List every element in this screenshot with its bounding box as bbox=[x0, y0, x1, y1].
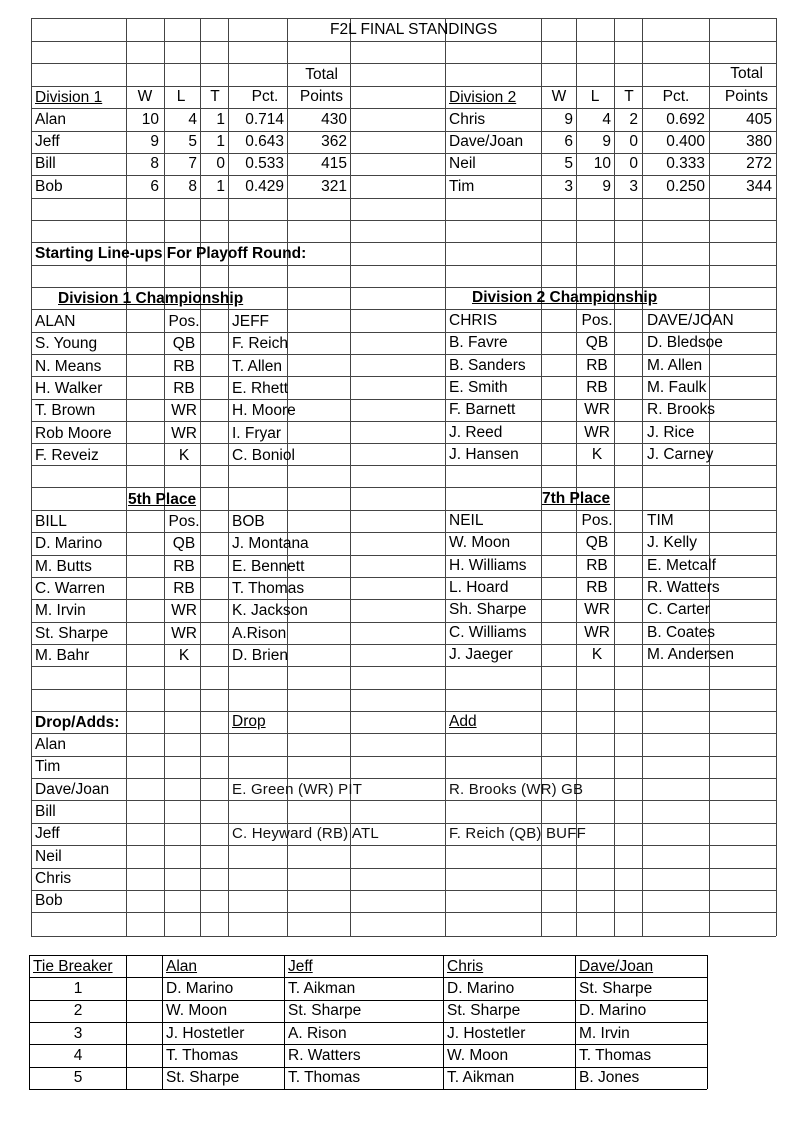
wins: 10 bbox=[141, 111, 159, 128]
team-b-name: JEFF bbox=[232, 313, 270, 330]
pct-header-2: Pct. bbox=[662, 88, 690, 105]
player-position: RB bbox=[173, 579, 195, 597]
dropadd-team: Bill bbox=[35, 802, 56, 820]
tiebreaker-label: Tie Breaker bbox=[33, 958, 113, 975]
grid-line bbox=[31, 778, 776, 779]
player-team-b: E. Rhett bbox=[232, 379, 288, 397]
ties: 1 bbox=[216, 178, 225, 195]
tiebreaker-pick: W. Moon bbox=[447, 1046, 509, 1064]
tiebreaker-team: Chris bbox=[447, 958, 484, 975]
player-position: WR bbox=[171, 624, 197, 642]
losses: 5 bbox=[188, 133, 197, 150]
win-pct: 0.333 bbox=[666, 155, 705, 172]
tiebreaker-pick: T. Aikman bbox=[288, 980, 356, 997]
tiebreaker-pick: D. Marino bbox=[447, 980, 515, 997]
player-position: WR bbox=[584, 401, 610, 419]
total-points: 272 bbox=[746, 155, 772, 172]
grid-line bbox=[31, 198, 776, 199]
player-team-a: W. Moon bbox=[449, 534, 511, 552]
dropadds-heading: Drop/Adds: bbox=[35, 714, 120, 731]
grid-line bbox=[31, 18, 32, 936]
tiebreaker-rank: 3 bbox=[73, 1024, 83, 1042]
win-pct: 0.429 bbox=[245, 178, 284, 195]
wins: 6 bbox=[564, 133, 573, 150]
player-team-b: F. Reich bbox=[232, 335, 288, 353]
total-points: 430 bbox=[321, 111, 347, 128]
ties: 0 bbox=[629, 155, 638, 172]
dropped-player: C. Heyward (RB) ATL bbox=[232, 825, 379, 843]
ties: 3 bbox=[629, 178, 638, 195]
player-position: RB bbox=[586, 356, 608, 374]
tiebreaker-rank: 4 bbox=[73, 1046, 83, 1064]
tiebreaker-pick: St. Sharpe bbox=[447, 1002, 521, 1020]
pos-header: Pos. bbox=[168, 513, 200, 530]
wins: 6 bbox=[150, 178, 159, 195]
add-header: Add bbox=[449, 713, 477, 730]
losses: 10 bbox=[593, 155, 611, 172]
sheet-title: F2L FINAL STANDINGS bbox=[330, 21, 498, 38]
player-team-b: T. Thomas bbox=[232, 579, 305, 597]
total-points: 405 bbox=[746, 111, 772, 128]
grid-line bbox=[31, 220, 776, 221]
grid-line bbox=[164, 18, 165, 936]
w-header-2: W bbox=[551, 88, 567, 105]
grid-line bbox=[31, 41, 776, 42]
player-position: RB bbox=[586, 556, 608, 574]
tiebreaker-pick: R. Watters bbox=[288, 1046, 361, 1064]
grid-line bbox=[31, 487, 776, 488]
team-name: Tim bbox=[449, 178, 475, 195]
player-team-b: J. Montana bbox=[232, 535, 309, 553]
win-pct: 0.692 bbox=[666, 111, 705, 128]
player-team-a: L. Hoard bbox=[449, 578, 509, 596]
tiebreaker-rank: 2 bbox=[73, 1002, 83, 1020]
div1-points-header: Points bbox=[299, 88, 343, 105]
win-pct: 0.643 bbox=[245, 133, 284, 150]
player-position: QB bbox=[172, 335, 196, 353]
player-position: QB bbox=[585, 334, 609, 352]
tiebreaker-team: Alan bbox=[166, 958, 198, 975]
grid-line bbox=[31, 63, 776, 64]
grid-line bbox=[31, 689, 776, 690]
team-a-name: BILL bbox=[35, 513, 67, 530]
team-b-name: BOB bbox=[232, 513, 265, 530]
tiebreaker-pick: T. Thomas bbox=[288, 1069, 361, 1087]
player-team-b: I. Fryar bbox=[232, 424, 282, 442]
l-header-2: L bbox=[590, 88, 600, 105]
player-team-a: T. Brown bbox=[35, 402, 96, 420]
player-team-b: T. Allen bbox=[232, 357, 282, 375]
team-a-name: CHRIS bbox=[449, 312, 498, 329]
grid-line bbox=[31, 868, 776, 869]
team-name: Alan bbox=[35, 111, 67, 128]
grid-line bbox=[707, 955, 708, 1089]
total-points: 321 bbox=[321, 178, 347, 195]
player-position: K bbox=[591, 645, 603, 663]
player-team-b: R. Watters bbox=[647, 578, 720, 596]
tiebreaker-pick: A. Rison bbox=[288, 1024, 347, 1042]
player-team-a: M. Irvin bbox=[35, 602, 86, 620]
tiebreaker-pick: J. Hostetler bbox=[447, 1024, 526, 1042]
team-name: Bill bbox=[35, 155, 56, 172]
losses: 9 bbox=[602, 178, 611, 195]
pos-header: Pos. bbox=[168, 313, 200, 330]
w-header: W bbox=[137, 88, 153, 105]
t-header-2: T bbox=[624, 88, 634, 105]
ties: 1 bbox=[216, 133, 225, 150]
grid-line bbox=[642, 18, 643, 936]
team-name: Jeff bbox=[35, 133, 60, 150]
dropadd-team: Bob bbox=[35, 892, 63, 910]
grid-line bbox=[126, 18, 127, 936]
player-team-b: E. Bennett bbox=[232, 557, 305, 575]
grid-line bbox=[29, 955, 30, 1089]
player-team-a: F. Barnett bbox=[449, 401, 516, 419]
total-points: 415 bbox=[321, 155, 347, 172]
dropped-player: E. Green (WR) PIT bbox=[232, 780, 363, 798]
team-name: Chris bbox=[449, 111, 486, 128]
matchup-title: 7th Place bbox=[542, 490, 611, 507]
player-team-a: B. Sanders bbox=[449, 356, 526, 374]
player-team-b: D. Brien bbox=[232, 646, 288, 664]
tiebreaker-pick: St. Sharpe bbox=[288, 1002, 362, 1020]
tiebreaker-rank: 5 bbox=[73, 1069, 83, 1087]
player-team-a: D. Marino bbox=[35, 535, 103, 553]
losses: 9 bbox=[602, 133, 611, 150]
grid-line bbox=[31, 756, 776, 757]
tiebreaker-pick: T. Thomas bbox=[166, 1046, 239, 1064]
grid-line bbox=[200, 18, 201, 936]
grid-line bbox=[31, 733, 776, 734]
grid-line bbox=[31, 912, 776, 913]
player-team-b: J. Kelly bbox=[647, 534, 697, 552]
tiebreaker-pick: M. Irvin bbox=[579, 1024, 630, 1042]
team-b-name: DAVE/JOAN bbox=[647, 312, 734, 329]
player-position: WR bbox=[584, 423, 610, 441]
player-team-b: K. Jackson bbox=[232, 602, 308, 620]
player-team-a: B. Favre bbox=[449, 334, 508, 352]
grid-line bbox=[284, 955, 285, 1089]
player-position: WR bbox=[584, 601, 610, 619]
tiebreaker-pick: W. Moon bbox=[166, 1002, 228, 1020]
tiebreaker-pick: D. Marino bbox=[579, 1002, 647, 1020]
win-pct: 0.250 bbox=[666, 178, 705, 195]
wins: 8 bbox=[150, 155, 159, 172]
player-team-b: E. Metcalf bbox=[647, 556, 716, 574]
wins: 5 bbox=[564, 155, 573, 172]
lineups-heading: Starting Line-ups For Playoff Round: bbox=[35, 245, 307, 262]
losses: 7 bbox=[188, 155, 197, 172]
pos-header: Pos. bbox=[581, 312, 613, 329]
grid-line bbox=[31, 936, 776, 937]
player-team-b: C. Carter bbox=[647, 601, 710, 619]
grid-line bbox=[162, 955, 163, 1089]
tiebreaker-pick: St. Sharpe bbox=[166, 1069, 240, 1087]
player-team-b: H. Moore bbox=[232, 402, 296, 420]
matchup-title: Division 1 Championship bbox=[58, 290, 244, 307]
tiebreaker-pick: T. Aikman bbox=[447, 1069, 515, 1087]
total-points: 344 bbox=[746, 178, 772, 195]
l-header: L bbox=[176, 88, 186, 105]
player-team-a: Sh. Sharpe bbox=[449, 601, 527, 619]
team-a-name: ALAN bbox=[35, 313, 76, 330]
player-position: K bbox=[178, 446, 190, 464]
grid-line bbox=[31, 890, 776, 891]
player-team-a: M. Bahr bbox=[35, 646, 90, 664]
player-team-b: M. Andersen bbox=[647, 645, 735, 663]
player-team-a: N. Means bbox=[35, 357, 102, 375]
player-team-b: D. Bledsoe bbox=[647, 334, 723, 352]
div1-total-header: Total bbox=[305, 66, 338, 83]
added-player: R. Brooks (WR) GB bbox=[449, 780, 584, 798]
tiebreaker-rank: 1 bbox=[73, 980, 83, 997]
player-position: QB bbox=[585, 534, 609, 552]
grid-line bbox=[31, 711, 776, 712]
ties: 2 bbox=[629, 111, 638, 128]
team-a-name: NEIL bbox=[449, 512, 484, 529]
player-team-a: J. Jaeger bbox=[449, 645, 513, 663]
dropadd-team: Tim bbox=[35, 758, 61, 776]
tiebreaker-pick: St. Sharpe bbox=[579, 980, 653, 997]
tiebreaker-pick: T. Thomas bbox=[579, 1046, 652, 1064]
grid-line bbox=[31, 845, 776, 846]
losses: 4 bbox=[188, 111, 197, 128]
grid-line bbox=[575, 955, 576, 1089]
player-position: RB bbox=[586, 378, 608, 396]
grid-line bbox=[445, 18, 446, 936]
drop-header: Drop bbox=[232, 713, 266, 730]
tiebreaker-pick: D. Marino bbox=[166, 980, 234, 997]
player-team-b: M. Allen bbox=[647, 356, 703, 374]
grid-line bbox=[443, 955, 444, 1089]
player-team-a: H. Walker bbox=[35, 379, 103, 397]
player-position: WR bbox=[171, 602, 197, 620]
dropadd-team: Chris bbox=[35, 869, 72, 887]
player-position: K bbox=[178, 646, 190, 664]
player-position: WR bbox=[171, 402, 197, 420]
player-team-b: A.Rison bbox=[232, 624, 287, 642]
player-position: WR bbox=[584, 623, 610, 641]
player-team-a: H. Williams bbox=[449, 556, 527, 574]
player-team-b: C. Boniol bbox=[232, 446, 295, 464]
dropadd-team: Jeff bbox=[35, 825, 60, 843]
ties: 0 bbox=[629, 133, 638, 150]
matchup-title: Division 2 Championship bbox=[472, 289, 658, 306]
wins: 9 bbox=[150, 133, 159, 150]
player-position: WR bbox=[171, 424, 197, 442]
player-position: RB bbox=[173, 379, 195, 397]
dropadd-team: Neil bbox=[35, 847, 62, 865]
player-team-a: E. Smith bbox=[449, 378, 508, 396]
losses: 4 bbox=[602, 111, 611, 128]
player-team-a: Rob Moore bbox=[35, 424, 112, 442]
player-team-b: B. Coates bbox=[647, 623, 716, 641]
division2-label: Division 2 bbox=[449, 89, 517, 106]
player-team-a: J. Hansen bbox=[449, 445, 519, 463]
dropadd-team: Dave/Joan bbox=[35, 780, 110, 798]
ties: 0 bbox=[216, 155, 225, 172]
grid-line bbox=[31, 265, 776, 266]
ties: 1 bbox=[216, 111, 225, 128]
win-pct: 0.714 bbox=[245, 111, 284, 128]
tiebreaker-team: Dave/Joan bbox=[579, 958, 654, 975]
player-position: K bbox=[591, 445, 603, 463]
player-team-b: R. Brooks bbox=[647, 401, 716, 419]
grid-line bbox=[31, 666, 776, 667]
total-points: 362 bbox=[321, 133, 347, 150]
player-team-b: J. Carney bbox=[647, 445, 714, 463]
player-team-a: C. Williams bbox=[449, 623, 527, 641]
grid-line bbox=[776, 18, 777, 936]
pos-header: Pos. bbox=[581, 512, 613, 529]
grid-line bbox=[31, 800, 776, 801]
grid-line bbox=[709, 18, 710, 936]
div2-total-header: Total bbox=[730, 65, 763, 82]
grid-line bbox=[31, 823, 776, 824]
player-position: QB bbox=[172, 535, 196, 553]
player-position: RB bbox=[173, 557, 195, 575]
tiebreaker-pick: J. Hostetler bbox=[166, 1024, 245, 1042]
tiebreaker-pick: B. Jones bbox=[579, 1069, 640, 1087]
wins: 9 bbox=[564, 111, 573, 128]
player-team-a: C. Warren bbox=[35, 579, 106, 597]
tiebreaker-team: Jeff bbox=[288, 958, 313, 975]
pct-header: Pct. bbox=[251, 88, 279, 105]
dropadd-team: Alan bbox=[35, 736, 67, 753]
team-b-name: TIM bbox=[647, 512, 674, 529]
div2-points-header: Points bbox=[724, 88, 768, 105]
added-player: F. Reich (QB) BUFF bbox=[449, 825, 586, 843]
grid-line bbox=[126, 955, 127, 1089]
team-name: Dave/Joan bbox=[449, 133, 524, 150]
team-name: Bob bbox=[35, 178, 63, 195]
player-team-a: J. Reed bbox=[449, 423, 503, 441]
player-team-b: M. Faulk bbox=[647, 378, 707, 396]
player-team-a: St. Sharpe bbox=[35, 624, 109, 642]
total-points: 380 bbox=[746, 133, 772, 150]
player-position: RB bbox=[173, 357, 195, 375]
win-pct: 0.400 bbox=[666, 133, 705, 150]
player-position: RB bbox=[586, 578, 608, 596]
wins: 3 bbox=[564, 178, 573, 195]
team-name: Neil bbox=[449, 155, 476, 172]
division1-label: Division 1 bbox=[35, 89, 103, 106]
losses: 8 bbox=[188, 178, 197, 195]
t-header: T bbox=[210, 88, 220, 105]
win-pct: 0.533 bbox=[245, 155, 284, 172]
player-team-b: J. Rice bbox=[647, 423, 695, 441]
player-team-a: F. Reveiz bbox=[35, 446, 99, 464]
grid-line bbox=[614, 18, 615, 936]
player-team-a: M. Butts bbox=[35, 557, 92, 575]
matchup-title: 5th Place bbox=[128, 491, 197, 508]
player-team-a: S. Young bbox=[35, 335, 98, 353]
